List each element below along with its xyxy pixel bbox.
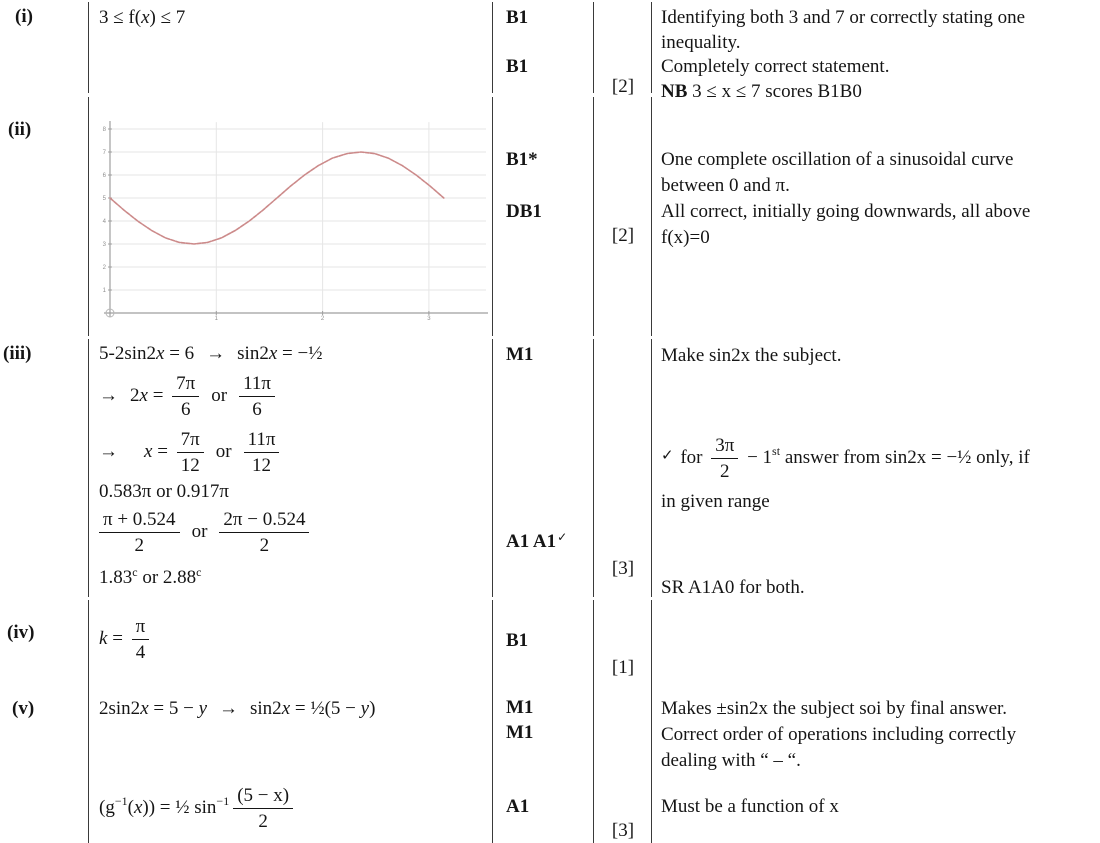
denominator: 2 (720, 461, 730, 482)
fraction (99, 508, 180, 556)
part-label-i: (i) (15, 6, 33, 27)
total-marks: [1] (611, 657, 635, 678)
working-line (99, 698, 375, 720)
answer-cell (88, 97, 493, 336)
denominator: 2 (259, 535, 270, 556)
mark-badge: M1 (506, 722, 534, 743)
guidance-line: in given range (661, 491, 770, 512)
fraction (219, 508, 309, 556)
svg-text:5: 5 (102, 196, 106, 202)
mark-badge: M1 (506, 344, 534, 365)
svg-text:4: 4 (102, 219, 106, 225)
math-text: = 6 (164, 343, 195, 364)
guidance-line: Identifying both 3 and 7 or correctly stating one (661, 7, 1026, 28)
guidance-text: − 1 (742, 447, 773, 468)
part-label-ii: (ii) (8, 119, 32, 140)
total-marks: [2] (611, 76, 635, 97)
guidance-block (661, 696, 1016, 774)
svg-text:8: 8 (102, 127, 106, 133)
exponent-sup: −1 (216, 793, 230, 808)
math-var: x (133, 797, 143, 818)
numerator: 11π (244, 428, 280, 453)
arrow-icon: → (99, 385, 118, 406)
fraction (233, 784, 293, 832)
fraction (172, 372, 199, 420)
math-text: ) ≤ 7 (149, 7, 186, 28)
fraction (711, 434, 738, 482)
math-var: y (198, 698, 207, 719)
svg-text:3: 3 (102, 242, 106, 248)
guidance-line: between 0 and π. (661, 175, 790, 196)
svg-text:1: 1 (214, 316, 218, 321)
fraction (244, 428, 280, 476)
guidance-line: f(x)=0 (661, 227, 710, 248)
mark-badge (506, 531, 569, 553)
guidance-block (661, 6, 1025, 105)
marks-cell (492, 97, 594, 336)
svg-text:2: 2 (102, 265, 106, 271)
part-cell (0, 97, 88, 336)
part-label-v: (v) (12, 698, 35, 719)
ordinal-sup: st (772, 443, 781, 458)
math-text: 2sin2 (99, 698, 141, 719)
guidance-line (661, 433, 1030, 483)
guidance-line: Must be a function of x (661, 796, 839, 817)
guidance-line: dealing with “ – “. (661, 750, 801, 771)
svg-text:6: 6 (102, 173, 106, 179)
math-var: x (141, 7, 150, 28)
guidance-text: for (675, 447, 708, 468)
math-text: 5-2sin2 (99, 343, 156, 364)
function-graph (96, 117, 488, 321)
total-cell (593, 600, 652, 843)
nb-label: NB (661, 81, 688, 103)
guidance-block (661, 147, 1030, 251)
math-var: x (140, 698, 149, 719)
radian-sup: c (196, 565, 202, 579)
guidance-cell (651, 339, 1100, 597)
answer-inequality (99, 7, 185, 29)
denominator: 2 (134, 535, 145, 556)
total-marks: [3] (611, 820, 635, 841)
guidance-cell (651, 600, 1100, 843)
math-text: = ½(5 − (290, 698, 361, 719)
row-part-ii (0, 97, 1100, 336)
denominator: 6 (252, 399, 262, 420)
part-cell (0, 600, 88, 843)
math-text: ) (369, 698, 376, 719)
arrow-icon: → (99, 441, 118, 462)
radian-sup: c (132, 565, 138, 579)
answer-cell (88, 339, 493, 597)
part-label-iv: (iv) (7, 622, 35, 643)
or-word: or (215, 441, 232, 462)
numerator: π + 0.524 (99, 508, 180, 533)
marks-cell (492, 339, 594, 597)
mark-badge: B1 (506, 56, 529, 77)
math-var: y (360, 698, 370, 719)
guidance-line: Completely correct statement. (661, 56, 890, 78)
math-text: 1.83 (99, 567, 133, 588)
math-text: 2 (130, 385, 140, 406)
guidance-line: One complete oscillation of a sinusoidal curve (661, 149, 1014, 170)
working-line (99, 427, 283, 477)
numerator: 7π (172, 372, 199, 397)
function-graph-svg (96, 117, 488, 321)
mark-badge: A1 (506, 796, 530, 817)
guidance-line: SR A1A0 for both. (661, 577, 805, 598)
math-text: = −½ (277, 343, 323, 364)
working-line (99, 567, 201, 589)
guidance-line: Make sin2x the subject. (661, 345, 842, 366)
marks-cell (492, 2, 594, 93)
denominator: 6 (180, 399, 191, 420)
guidance-line: Correct order of operations including correctly (661, 724, 1017, 745)
or-word: or (211, 385, 228, 406)
math-text: 3 ≤ f( (99, 7, 142, 28)
guidance-text: 3 ≤ x ≤ 7 scores B1B0 (687, 81, 862, 103)
marks-cell (492, 600, 594, 843)
math-var: x (268, 343, 278, 364)
fraction (239, 372, 275, 420)
or-word: or (191, 521, 208, 542)
numerator: 2π − 0.524 (219, 508, 309, 533)
working-line (99, 343, 322, 365)
fraction (177, 428, 204, 476)
answer-inverse-function (99, 782, 297, 834)
ft-tick-icon: ✓ (661, 446, 674, 464)
math-text: sin2 (250, 698, 282, 719)
ft-tick-icon: ✓ (557, 530, 568, 544)
svg-text:2: 2 (320, 316, 325, 321)
math-text: = (107, 628, 128, 649)
arrow-icon: → (219, 698, 238, 719)
denominator: 12 (180, 455, 200, 476)
mark-badge: M1 (506, 697, 534, 718)
mark-badge: B1 (506, 7, 529, 28)
guidance-cell (651, 2, 1100, 103)
row-part-i (0, 2, 1100, 103)
answer-k-value (99, 614, 153, 664)
numerator: 7π (177, 428, 204, 453)
row-parts-iv-v (0, 600, 1100, 843)
numerator: π (132, 615, 150, 640)
guidance-text: answer from sin2x = −½ only, if (780, 447, 1030, 468)
math-var: x (139, 385, 148, 406)
numerator: 3π (711, 434, 738, 459)
working-line (99, 371, 279, 421)
total-cell (593, 97, 652, 336)
mark-text: A1 A1 (506, 531, 557, 552)
math-text: or 2.88 (137, 567, 197, 588)
total-marks: [3] (611, 558, 635, 579)
mark-badge: B1 (506, 630, 529, 651)
part-label-iii: (iii) (3, 343, 32, 364)
mark-badge: DB1 (506, 201, 542, 222)
guidance-cell (651, 97, 1100, 336)
numerator: 11π (239, 372, 275, 397)
svg-text:1: 1 (102, 288, 106, 294)
math-text: ( (127, 797, 134, 818)
arrow-icon: → (206, 343, 226, 364)
working-line: 0.583π or 0.917π (99, 481, 230, 502)
answer-cell (88, 600, 493, 843)
math-text: sin2 (237, 343, 269, 364)
math-var: x (281, 698, 291, 719)
math-text: )) = ½ sin (142, 797, 217, 818)
math-var: x (144, 441, 153, 462)
math-text: = (147, 385, 169, 406)
part-cell (0, 339, 88, 597)
total-cell (593, 2, 652, 97)
part-cell (0, 2, 88, 93)
numerator: (5 − x) (233, 784, 293, 809)
svg-text:7: 7 (102, 150, 106, 156)
guidance-line: All correct, initially going downwards, all above (661, 201, 1031, 222)
row-part-iii (0, 339, 1100, 597)
mark-badge: B1* (506, 149, 538, 170)
denominator: 2 (258, 811, 268, 832)
guidance-line: inequality. (661, 31, 741, 53)
math-text: (g (99, 797, 115, 818)
denominator: 4 (135, 642, 146, 663)
exponent-sup: −1 (114, 793, 128, 808)
math-text: = (152, 441, 173, 462)
working-line (99, 507, 313, 557)
total-cell (593, 339, 652, 597)
math-text: = 5 − (148, 698, 199, 719)
math-var: k (99, 628, 108, 649)
guidance-line: Makes ±sin2x the subject soi by final answer. (661, 698, 1008, 719)
svg-text:3: 3 (427, 316, 431, 321)
answer-cell (88, 2, 493, 93)
fraction (132, 615, 150, 663)
total-marks: [2] (611, 225, 635, 246)
denominator: 12 (252, 455, 272, 476)
math-var: x (156, 343, 165, 364)
